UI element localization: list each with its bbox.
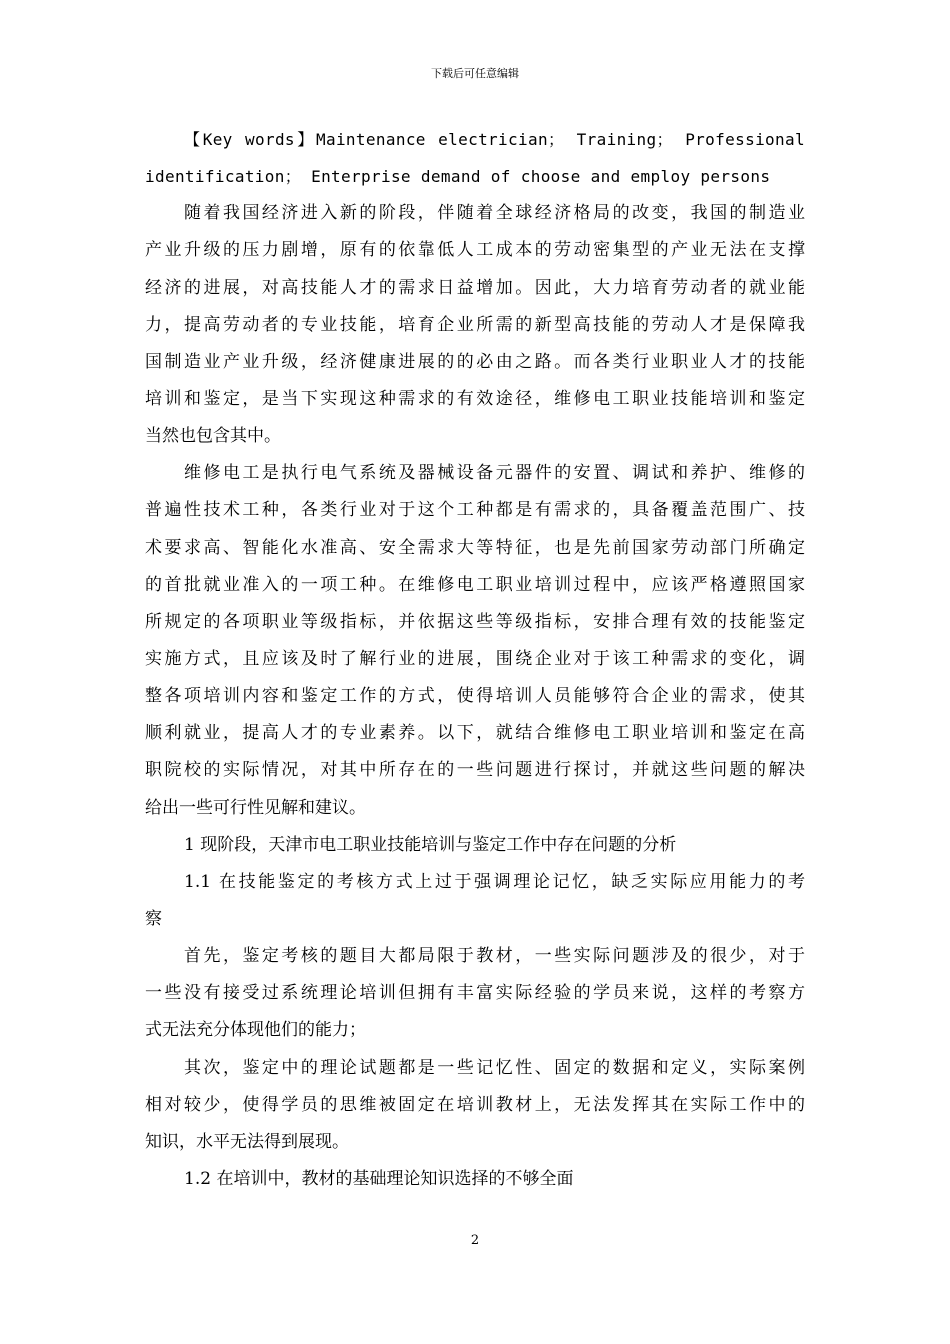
document-body <box>145 121 805 1198</box>
paragraph-line: 普遍性技术工种，各类行业对于这个工种都是有需求的，具备覆盖范围广、技 <box>145 500 805 521</box>
paragraph-line: 维修电工是执行电气系统及器械设备元器件的安置、调试和养护、维修的 <box>184 463 805 484</box>
paragraph-line: 式无法充分体现他们的能力； <box>145 1020 366 1041</box>
paragraph-line: 首先，鉴定考核的题目大都局限于教材，一些实际问题涉及的很少，对于 <box>184 946 805 967</box>
paragraph-line: 所规定的各项职业等级指标，并依据这些等级指标，安排合理有效的技能鉴定 <box>145 611 805 632</box>
paragraph-line: 国制造业产业升级，经济健康进展的的必由之路。而各类行业职业人才的技能 <box>145 351 805 372</box>
paragraph-line: 术要求高、智能化水准高、安全需求大等特征，也是先前国家劳动部门所确定 <box>145 537 805 558</box>
paragraph-line: 给出一些可行性见解和建议。 <box>145 797 366 818</box>
paragraph-line: 整各项培训内容和鉴定工作的方式，使得培训人员能够符合企业的需求，使其 <box>145 686 805 707</box>
paragraph-line: 产业升级的压力剧增，原有的依靠低人工成本的劳动密集型的产业无法在支撑 <box>145 240 805 261</box>
subsection-heading: 察 <box>145 908 162 929</box>
paragraph-line: 培训和鉴定，是当下实现这种需求的有效途径，维修电工职业技能培训和鉴定 <box>145 388 805 409</box>
paragraph-line: 其次，鉴定中的理论试题都是一些记忆性、固定的数据和定义，实际案例 <box>184 1057 805 1078</box>
section-heading: 1 现阶段，天津市电工职业技能培训与鉴定工作中存在问题的分析 <box>184 834 677 855</box>
page-header: 下载后可任意编辑 <box>431 67 519 80</box>
paragraph-line: 力，提高劳动者的专业技能，培育企业所需的新型高技能的劳动人才是保障我 <box>145 314 805 335</box>
subsection-heading: 1.1 在技能鉴定的考核方式上过于强调理论记忆，缺乏实际应用能力的考 <box>184 871 805 892</box>
paragraph-line: 的首批就业准入的一项工种。在维修电工职业培训过程中，应该严格遵照国家 <box>145 574 805 595</box>
paragraph-line: 经济的进展，对高技能人才的需求日益增加。因此，大力培育劳动者的就业能 <box>145 277 805 298</box>
paragraph-line: 实施方式，且应该及时了解行业的进展，围绕企业对于该工种需求的变化，调 <box>145 648 805 669</box>
paragraph-line: 相对较少，使得学员的思维被固定在培训教材上，无法发挥其在实际工作中的 <box>145 1094 805 1115</box>
subsection-heading: 1.2 在培训中，教材的基础理论知识选择的不够全面 <box>184 1168 574 1189</box>
paragraph-line: 职院校的实际情况，对其中所存在的一些问题进行探讨，并就这些问题的解决 <box>145 760 805 781</box>
keywords-line: identification； Enterprise demand of choose and employ persons <box>145 167 771 187</box>
paragraph-line: 知识，水平无法得到展现。 <box>145 1131 349 1152</box>
keywords-line: 【Key words】Maintenance electrician； Training； Professional <box>184 130 805 149</box>
paragraph-line: 随着我国经济进入新的阶段，伴随着全球经济格局的改变，我国的制造业 <box>184 203 805 224</box>
paragraph-line: 一些没有接受过系统理论培训但拥有丰富实际经验的学员来说，这样的考察方 <box>145 983 805 1004</box>
paragraph-line: 顺利就业，提高人才的专业素养。以下，就结合维修电工职业培训和鉴定在高 <box>145 723 805 744</box>
paragraph-line: 当然也包含其中。 <box>145 426 281 447</box>
page-number: 2 <box>470 1233 480 1248</box>
